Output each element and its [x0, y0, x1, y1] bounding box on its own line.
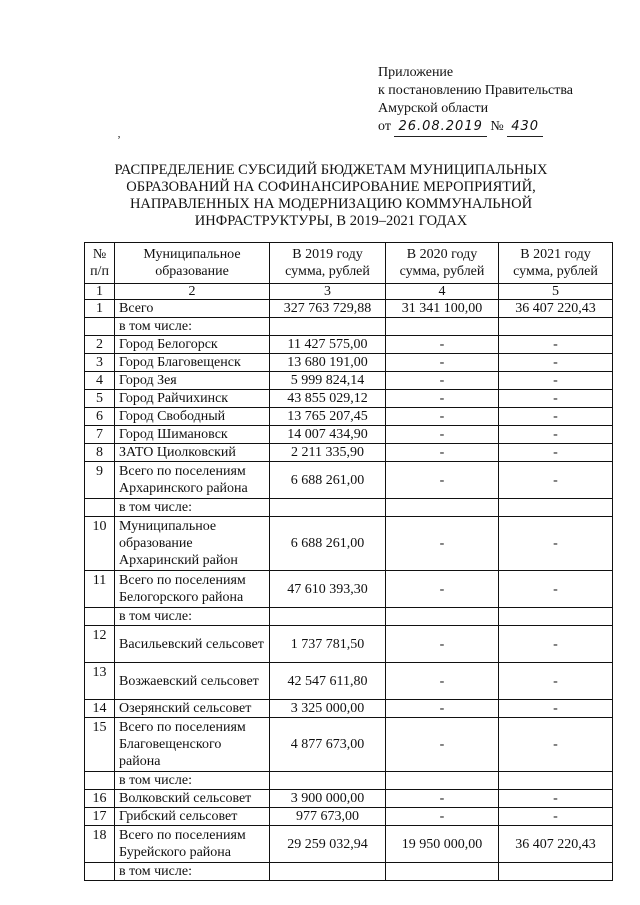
cell-y2020: -: [386, 408, 499, 426]
cell-y2019: 47 610 393,30: [270, 571, 386, 608]
cell-y2019: 977 673,00: [270, 808, 386, 826]
cell-y2020: -: [386, 390, 499, 408]
table-row: [85, 808, 613, 826]
approval-line-3: Амурской области: [378, 101, 489, 116]
cell-name: Всего по поселениям Белогорского района: [115, 571, 270, 608]
table-row: [85, 336, 613, 354]
cell-y2019: 2 211 335,90: [270, 444, 386, 462]
cell-y2019: 13 680 191,00: [270, 354, 386, 372]
cell-y2020: [386, 608, 499, 626]
cell-name: Муниципальное образование Архаринский район: [115, 517, 270, 571]
cell-y2020: -: [386, 354, 499, 372]
cell-name: Возжаевский сельсовет: [115, 663, 270, 700]
approval-line-1: Приложение: [378, 65, 454, 80]
cell-name: Город Белогорск: [115, 336, 270, 354]
table-row: [85, 700, 613, 718]
cell-num: 15: [85, 718, 115, 772]
cell-num: [85, 608, 115, 626]
cell-y2020: -: [386, 444, 499, 462]
cell-y2019: 3 900 000,00: [270, 790, 386, 808]
cell-y2020: -: [386, 663, 499, 700]
table-row: [85, 372, 613, 390]
cell-y2019: [270, 772, 386, 790]
table-row: [85, 300, 613, 318]
cell-y2021: -: [499, 408, 613, 426]
cell-name: Васильевский сельсовет: [115, 626, 270, 663]
subsidy-table: [84, 242, 613, 881]
table-row: [85, 863, 613, 881]
cell-num: 9: [85, 462, 115, 499]
header-2020: В 2020 году сумма, рублей: [386, 243, 499, 284]
cell-y2019: 13 765 207,45: [270, 408, 386, 426]
cell-num: 16: [85, 790, 115, 808]
cell-y2020: [386, 499, 499, 517]
cell-num: 12: [85, 626, 115, 663]
table-row: [85, 790, 613, 808]
cell-y2021: -: [499, 663, 613, 700]
cell-name: Всего: [115, 300, 270, 318]
handwritten-number: 430: [507, 118, 543, 137]
cell-y2019: 1 737 781,50: [270, 626, 386, 663]
cell-name: Всего по поселениям Благовещенского района: [115, 718, 270, 772]
cell-y2020: -: [386, 808, 499, 826]
table-row: [85, 444, 613, 462]
table-row: [85, 426, 613, 444]
table-row: [85, 390, 613, 408]
cell-y2019: 4 877 673,00: [270, 718, 386, 772]
cell-y2021: 36 407 220,43: [499, 826, 613, 863]
cell-y2020: [386, 772, 499, 790]
cell-name: в том числе:: [115, 863, 270, 881]
title-line-2: ОБРАЗОВАНИЙ НА СОФИНАНСИРОВАНИЕ МЕРОПРИЯТИЙ,: [126, 179, 536, 195]
cell-name: Город Шимановск: [115, 426, 270, 444]
cell-num: 8: [85, 444, 115, 462]
stray-mark: ‚: [117, 126, 121, 140]
cell-y2021: -: [499, 700, 613, 718]
cell-y2020: -: [386, 718, 499, 772]
cell-y2019: [270, 863, 386, 881]
column-number-row: [85, 284, 613, 300]
approval-line-2: к постановлению Правительства: [378, 83, 574, 98]
cell-num: 14: [85, 700, 115, 718]
title-line-3: НАПРАВЛЕННЫХ НА МОДЕРНИЗАЦИЮ КОММУНАЛЬНОЙ: [129, 196, 533, 212]
cell-y2019: [270, 499, 386, 517]
cell-name: Всего по поселениям Архаринского района: [115, 462, 270, 499]
table-row: [85, 826, 613, 863]
table-row: [85, 517, 613, 571]
header-2019: В 2019 году сумма, рублей: [270, 243, 386, 284]
table-row: [85, 571, 613, 608]
cell-y2019: 29 259 032,94: [270, 826, 386, 863]
title-line-1: РАСПРЕДЕЛЕНИЕ СУБСИДИЙ БЮДЖЕТАМ МУНИЦИПАЛЬНЫХ: [114, 162, 548, 178]
cell-num: 5: [85, 390, 115, 408]
cell-num: 1: [85, 300, 115, 318]
cell-y2020: [386, 318, 499, 336]
cell-y2021: [499, 318, 613, 336]
cell-name: Волковский сельсовет: [115, 790, 270, 808]
cell-num: 4: [85, 372, 115, 390]
cell-y2021: -: [499, 372, 613, 390]
table-row: [85, 354, 613, 372]
column-number: 5: [499, 284, 613, 300]
header-name: Муниципальное образование: [115, 243, 270, 284]
cell-y2019: 6 688 261,00: [270, 517, 386, 571]
cell-y2019: [270, 608, 386, 626]
cell-y2019: 6 688 261,00: [270, 462, 386, 499]
cell-num: 17: [85, 808, 115, 826]
table-row: [85, 663, 613, 700]
cell-y2019: 14 007 434,90: [270, 426, 386, 444]
cell-num: 18: [85, 826, 115, 863]
table-row: [85, 608, 613, 626]
cell-y2019: [270, 318, 386, 336]
cell-y2021: 36 407 220,43: [499, 300, 613, 318]
cell-y2020: -: [386, 372, 499, 390]
cell-name: ЗАТО Циолковский: [115, 444, 270, 462]
cell-y2020: 19 950 000,00: [386, 826, 499, 863]
cell-num: 6: [85, 408, 115, 426]
approval-block: [378, 64, 618, 137]
cell-name: Город Свободный: [115, 408, 270, 426]
cell-y2020: [386, 863, 499, 881]
header-num: № п/п: [85, 243, 115, 284]
cell-y2019: 42 547 611,80: [270, 663, 386, 700]
table-row: [85, 462, 613, 499]
cell-y2019: 3 325 000,00: [270, 700, 386, 718]
cell-name: Озерянский сельсовет: [115, 700, 270, 718]
table-row: [85, 408, 613, 426]
cell-y2019: 327 763 729,88: [270, 300, 386, 318]
date-prefix: от: [378, 119, 391, 134]
cell-y2021: -: [499, 336, 613, 354]
cell-y2019: 5 999 824,14: [270, 372, 386, 390]
cell-y2021: [499, 772, 613, 790]
cell-name: Город Райчихинск: [115, 390, 270, 408]
cell-num: 10: [85, 517, 115, 571]
cell-y2021: [499, 863, 613, 881]
column-number: 2: [115, 284, 270, 300]
column-number: 3: [270, 284, 386, 300]
header-2021: В 2021 году сумма, рублей: [499, 243, 613, 284]
cell-name: в том числе:: [115, 499, 270, 517]
cell-name: Всего по поселениям Бурейского района: [115, 826, 270, 863]
table-header-row: [85, 243, 613, 284]
column-number: 4: [386, 284, 499, 300]
cell-y2020: -: [386, 426, 499, 444]
table-row: [85, 499, 613, 517]
cell-y2021: [499, 608, 613, 626]
cell-y2021: -: [499, 426, 613, 444]
cell-y2020: -: [386, 700, 499, 718]
document-title: [96, 162, 566, 230]
cell-num: [85, 772, 115, 790]
cell-num: [85, 318, 115, 336]
cell-name: Грибский сельсовет: [115, 808, 270, 826]
cell-num: 11: [85, 571, 115, 608]
cell-y2020: -: [386, 626, 499, 663]
cell-y2020: -: [386, 517, 499, 571]
cell-y2019: 43 855 029,12: [270, 390, 386, 408]
cell-y2021: -: [499, 390, 613, 408]
handwritten-date: 26.08.2019: [394, 118, 486, 137]
cell-num: [85, 499, 115, 517]
column-number: 1: [85, 284, 115, 300]
cell-name: в том числе:: [115, 772, 270, 790]
cell-name: в том числе:: [115, 608, 270, 626]
table-row: [85, 718, 613, 772]
table-row: [85, 318, 613, 336]
cell-y2021: -: [499, 444, 613, 462]
cell-y2021: -: [499, 808, 613, 826]
number-prefix: №: [490, 119, 504, 134]
cell-y2019: 11 427 575,00: [270, 336, 386, 354]
cell-num: 3: [85, 354, 115, 372]
cell-y2021: -: [499, 718, 613, 772]
cell-num: 13: [85, 663, 115, 700]
cell-y2021: -: [499, 571, 613, 608]
cell-y2021: -: [499, 517, 613, 571]
cell-y2020: -: [386, 336, 499, 354]
title-line-4: ИНФРАСТРУКТУРЫ, В 2019–2021 ГОДАХ: [194, 213, 468, 229]
cell-y2021: -: [499, 626, 613, 663]
approval-date-line: [378, 118, 618, 137]
cell-y2021: -: [499, 354, 613, 372]
cell-y2021: -: [499, 462, 613, 499]
cell-y2021: -: [499, 790, 613, 808]
cell-num: [85, 863, 115, 881]
cell-y2020: -: [386, 571, 499, 608]
table-row: [85, 772, 613, 790]
cell-y2021: [499, 499, 613, 517]
cell-name: Город Зея: [115, 372, 270, 390]
cell-name: в том числе:: [115, 318, 270, 336]
cell-y2020: -: [386, 790, 499, 808]
cell-num: 7: [85, 426, 115, 444]
cell-y2020: -: [386, 462, 499, 499]
cell-name: Город Благовещенск: [115, 354, 270, 372]
table-row: [85, 626, 613, 663]
cell-num: 2: [85, 336, 115, 354]
cell-y2020: 31 341 100,00: [386, 300, 499, 318]
